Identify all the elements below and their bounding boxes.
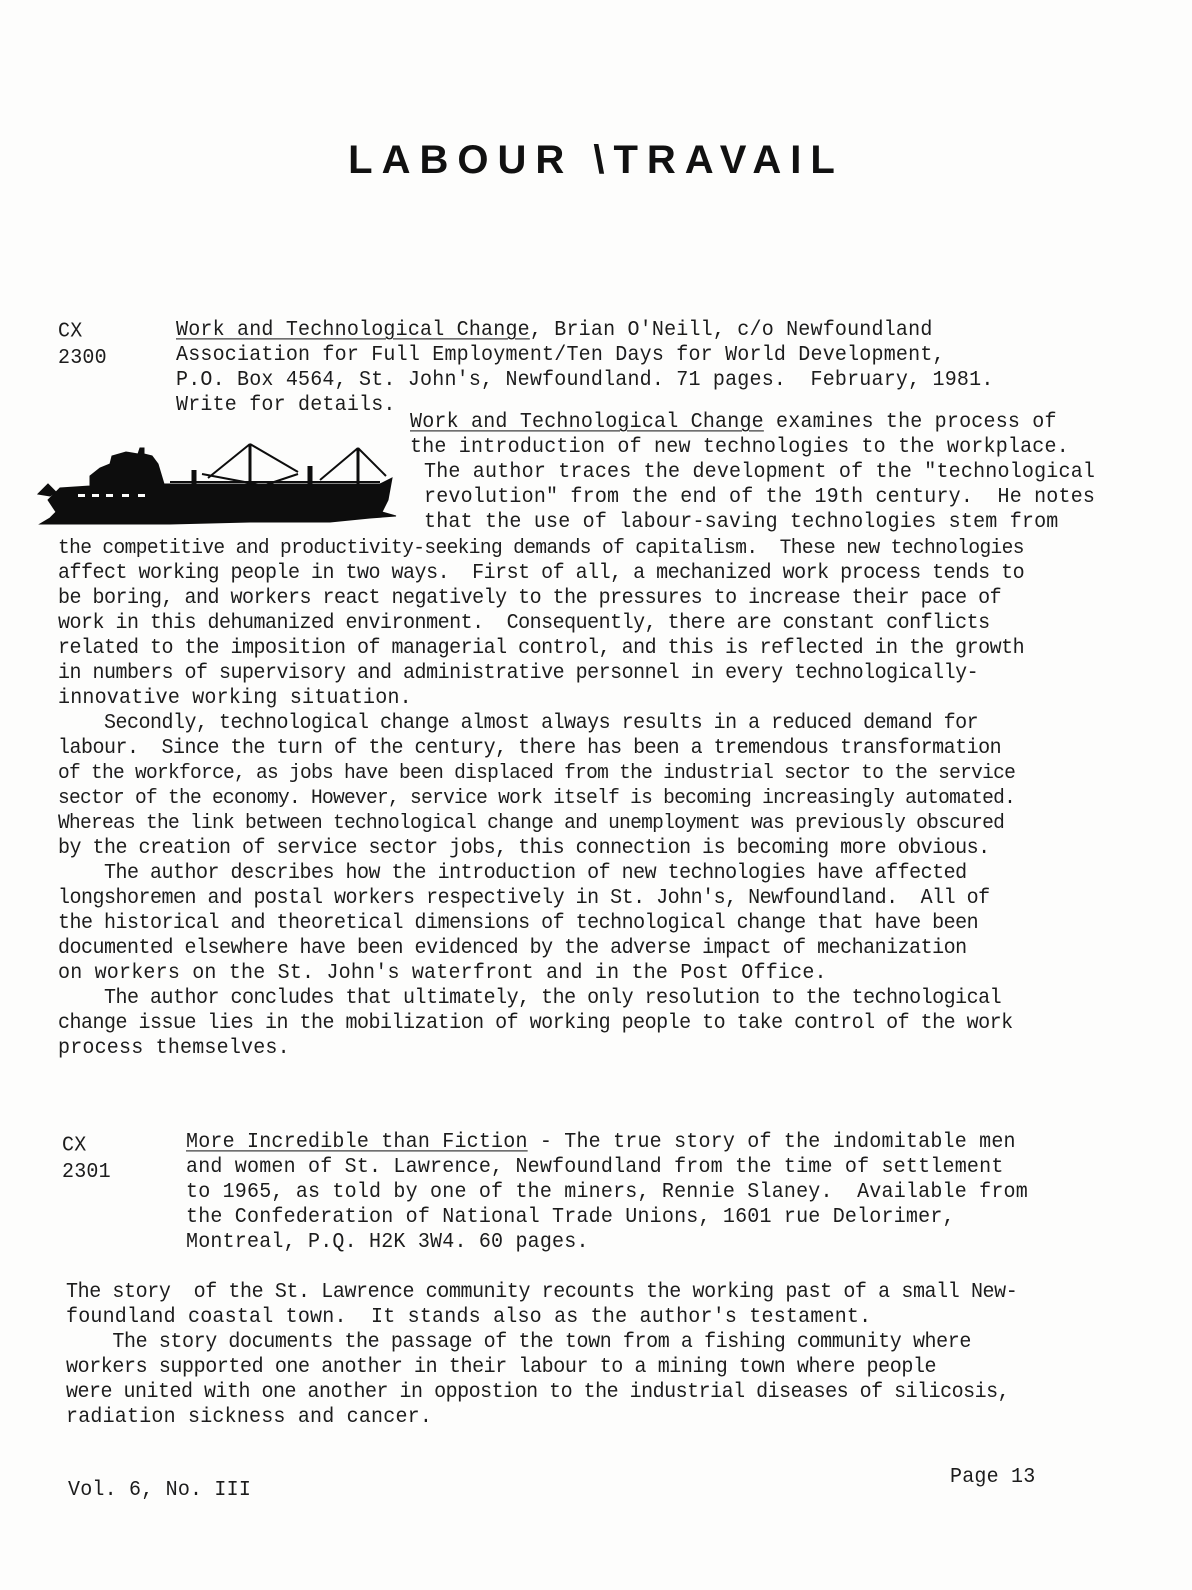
cargo-ship-icon (30, 438, 410, 534)
abstract-line: by the creation of service sector jobs, this connection is becoming more obvious. (58, 836, 990, 861)
abstract-line: that the use of labour-saving technologies stem from (424, 510, 1059, 535)
abstract-line: The story documents the passage of the town from a fishing community where (66, 1330, 971, 1355)
abstract-line: The author concludes that ultimately, the only resolution to the technological (58, 986, 1002, 1011)
abstract-line: revolution" from the end of the 19th century. He notes (424, 485, 1096, 510)
citation-line: and women of St. Lawrence, Newfoundland from the time of settlement (186, 1155, 1004, 1180)
abstract-line: affect working people in two ways. First of all, a mechanized work process tends to (58, 561, 1025, 586)
abstract-line: sector of the economy. However, service work itself is becoming increasingly automated. (58, 786, 1016, 810)
abstract-line: workers supported one another in their labour to a mining town where people (66, 1355, 937, 1380)
abstract-line: the competitive and productivity-seeking demands of capitalism. These new technologies (58, 536, 1024, 560)
abstract-line: radiation sickness and cancer. (66, 1405, 433, 1430)
entry-code: CX (58, 319, 83, 344)
abstract-line: documented elsewhere have been evidenced by the adverse impact of mechanization (58, 936, 967, 961)
citation-line: Montreal, P.Q. H2K 3W4. 60 pages. (186, 1230, 589, 1255)
abstract-line: change issue lies in the mobilization of working people to take control of the work (58, 1011, 1013, 1036)
entry-title: Work and Technological Change (176, 318, 530, 343)
citation-line: Association for Full Employment/Ten Days for World Development, (176, 343, 945, 368)
entry-number: 2300 (58, 346, 107, 371)
citation-line: to 1965, as told by one of the miners, Rennie Slaney. Available from (186, 1180, 1028, 1205)
abstract-line: related to the imposition of managerial control, and this is reflected in the growth (58, 636, 1025, 661)
page-title: LABOUR \TRAVAIL (348, 138, 844, 182)
abstract-line: were united with one another in oppostion to the industrial diseases of silicosis, (66, 1380, 1010, 1405)
abstract-line: foundland coastal town. It stands also as the author's testament. (66, 1305, 872, 1330)
volume-number: Vol. 6, No. III (68, 1478, 252, 1503)
abstract-line: longshoremen and postal workers respectively in St. John's, Newfoundland. All of (58, 886, 990, 911)
citation-line: P.O. Box 4564, St. John's, Newfoundland. 71 pages. February, 1981. (176, 368, 994, 393)
abstract-line: the historical and theoretical dimensions of technological change that have been (58, 911, 979, 936)
entry-code: CX (62, 1133, 87, 1158)
citation-line: - The true story of the indomitable men (527, 1130, 1016, 1155)
entry-title: More Incredible than Fiction (186, 1130, 528, 1155)
entry-id (58, 319, 107, 372)
abstract-line: of the workforce, as jobs have been displaced from the industrial sector to the service (58, 761, 1016, 785)
citation-line: Write for details. (176, 393, 396, 418)
entry-number: 2301 (62, 1160, 111, 1185)
abstract-line: the introduction of new technologies to the workplace. (410, 435, 1069, 460)
abstract-line: be boring, and workers react negatively to the pressures to increase their pace of (58, 586, 1002, 611)
abstract-line: The author describes how the introduction of new technologies have affected (58, 861, 967, 886)
citation-line: , Brian O'Neill, c/o Newfoundland (529, 318, 933, 343)
abstract-line: labour. Since the turn of the century, there has been a tremendous transformation (58, 736, 1002, 761)
abstract-line: examines the process of (763, 410, 1057, 435)
abstract-line: The author traces the development of the "technological (424, 460, 1096, 485)
abstract-line: work in this dehumanized environment. Consequently, there are constant conflicts (58, 611, 990, 636)
citation-line: the Confederation of National Trade Unions, 1601 rue Delorimer, (186, 1205, 955, 1230)
abstract-line: Secondly, technological change almost always results in a reduced demand for (58, 711, 979, 736)
abstract-line: process themselves. (58, 1036, 290, 1061)
abstract-line: in numbers of supervisory and administrative personnel in every technologically- (58, 661, 979, 686)
entry-id (62, 1133, 111, 1186)
abstract-line: on workers on the St. John's waterfront and in the Post Office. (58, 961, 827, 986)
page-number: Page 13 (950, 1465, 1036, 1490)
abstract-title: Work and Technological Change (410, 410, 764, 435)
abstract-line: The story of the St. Lawrence community recounts the working past of a small New- (66, 1280, 1018, 1305)
abstract-line: innovative working situation. (58, 686, 412, 711)
abstract-line: Whereas the link between technological change and unemployment was previously obscured (58, 811, 1005, 835)
